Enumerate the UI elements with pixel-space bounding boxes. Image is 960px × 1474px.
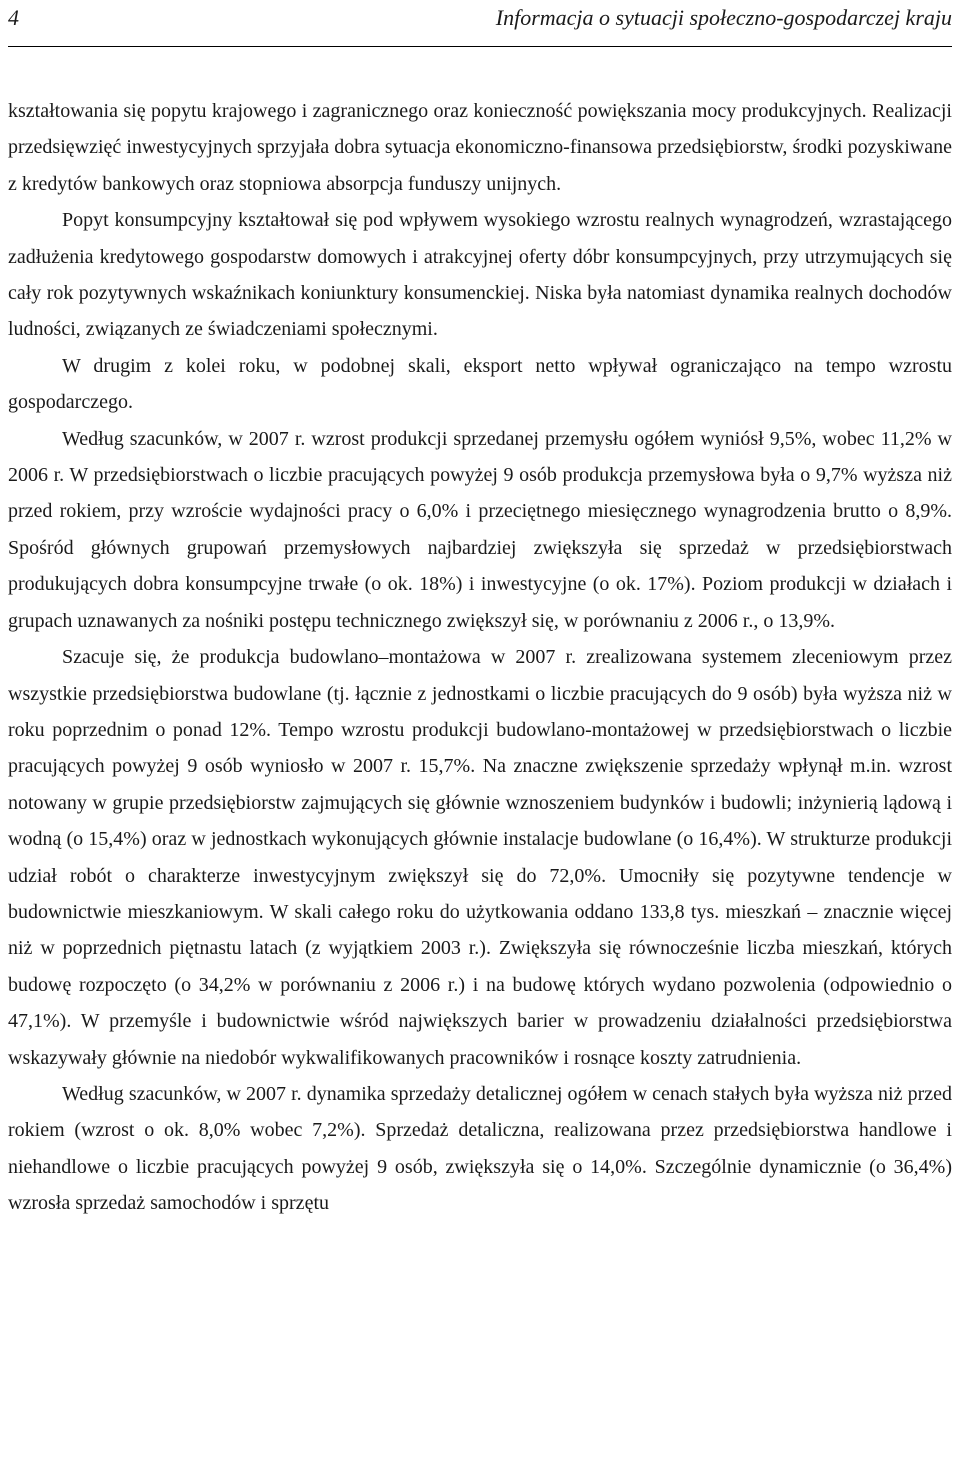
paragraph-net-exports: W drugim z kolei roku, w podobnej skali, eksport netto wpływał ograniczająco na tempo wzrostu gospodarczego. xyxy=(8,354,952,414)
page-number: 4 xyxy=(8,5,19,30)
paragraph-investment-continuation: kształtowania się popytu krajowego i zagranicznego oraz konieczność powiększania mocy produkcyjnych. Realizacji przedsięwzięć inwestycyjnych sprzyjała dobra sytuacja ekonomiczno-finansowa przedsiębiorstw, środki pozyskiwane z kredytów bankowych oraz stopniowa absorpcja funduszy unijnych. xyxy=(8,100,952,195)
paragraph-consumer-demand: Popyt konsumpcyjny kształtował się pod wpływem wysokiego wzrostu realnych wynagrodzeń, wzrastającego zadłużenia kredytowego gospodarstw domowych i atrakcyjnej oferty dóbr konsumpcyjnych, przy utrzymujących się cały rok pozytywnych wskaźnikach koniunktury konsumenckiej. Niska była natomiast dynamika realnych dochodów ludności, związanych ze świadczeniami społecznymi. xyxy=(8,209,952,341)
paragraph-retail-sales: Według szacunków, w 2007 r. dynamika sprzedaży detalicznej ogółem w cenach stałych była wyższa niż przed rokiem (wzrost o ok. 8,0% wobec 7,2%). Sprzedaż detaliczna, realizowana przez przedsiębiorstwa handlowe i niehandlowe o liczbie pracujących powyżej 9 osób, zwiększyła się o 14,0%. Szczególnie dynamicznie (o 36,4%) wzrosła sprzedaż samochodów i sprzętu xyxy=(8,1082,952,1215)
document-body xyxy=(8,93,952,1222)
paragraph-industrial-production: Według szacunków, w 2007 r. wzrost produkcji sprzedanej przemysłu ogółem wyniósł 9,5%, wobec 11,2% w 2006 r. W przedsiębiorstwach o liczbie pracujących powyżej 9 osób produkcja przemysłowa była o 9,7% wyższa niż przed rokiem, przy wzroście wydajności pracy o 6,0% i przeciętnego miesięcznego wynagrodzenia brutto o 8,9%. Spośród głównych grupowań przemysłowych najbardziej zwiększyła się sprzedaż w przedsiębiorstwach produkujących dobra konsumpcyjne trwałe (o ok. 18%) i inwestycyjne (o ok. 17%). Poziom produkcji w działach i grupach uznawanych za nośniki postępu technicznego zwiększył się, w porównaniu z 2006 r., o 13,9%. xyxy=(8,427,952,632)
paragraph-construction: Szacuje się, że produkcja budowlano–montażowa w 2007 r. zrealizowana systemem zleceniowym przez wszystkie przedsiębiorstwa budowlane (tj. łącznie z jednostkami o liczbie pracujących do 9 osób) była wyższa niż w roku poprzednim o ponad 12%. Tempo wzrostu produkcji budowlano-montażowej w przedsiębiorstwach o liczbie pracujących powyżej 9 osób wyniosło w 2007 r. 15,7%. Na znaczne zwiększenie sprzedaży wpłynął m.in. wzrost notowany w grupie przedsiębiorstw zajmujących się głównie wznoszeniem budynków i budowli; inżynierią lądową i wodną (o 15,4%) oraz w jednostkach wykonujących głównie instalacje budowlane (o 16,4%). W strukturze produkcji udział robót o charakterze inwestycyjnym zwiększył się do 72,0%. Umocniły się pozytywne tendencje w budownictwie mieszkaniowym. W skali całego roku do użytkowania oddano 133,8 tys. mieszkań – znacznie więcej niż w poprzednich piętnastu latach (z wyjątkiem 2003 r.). Zwiększyła się równocześnie liczba mieszkań, których budowę rozpoczęto (o 34,2% w porównaniu z 2006 r.) i na budowę których wydano pozwolenia (odpowiednio o 47,1%). W przemyśle i budownictwie wśród największych barier w prowadzeniu działalności przedsiębiorstwa wskazywały głównie na niedobór wykwalifikowanych pracowników i rosnące koszty zatrudnienia. xyxy=(8,646,952,1069)
running-title: Informacja o sytuacji społeczno-gospodarczej kraju xyxy=(495,5,952,30)
page-header xyxy=(8,0,952,47)
